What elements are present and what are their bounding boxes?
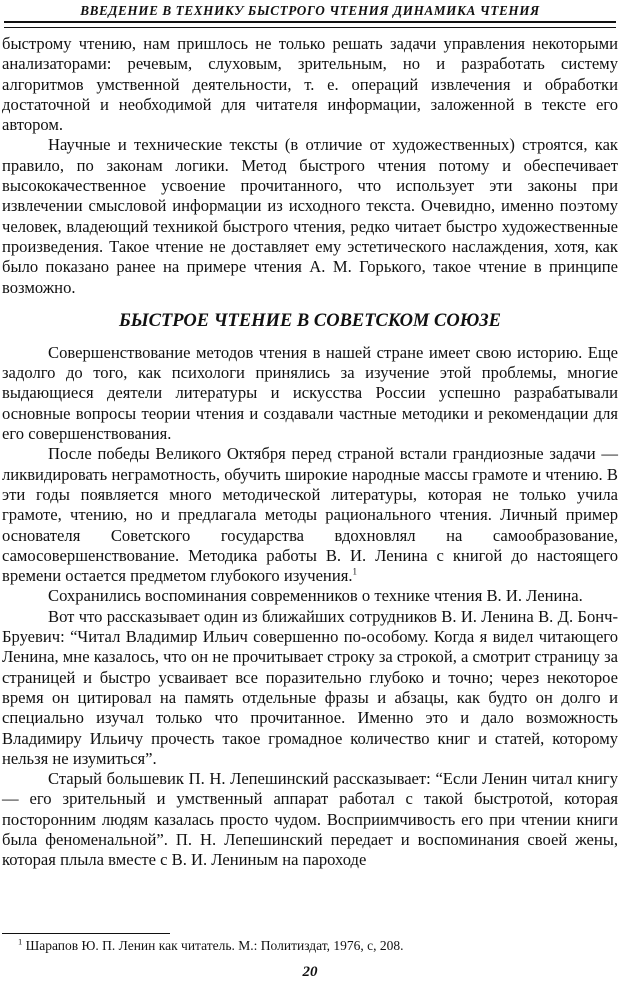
paragraph-3: Совершенствование методов чтения в нашей стране имеет свою историю. Еще задолго до того, как психологи принялись за изучение этой проблемы, многие выдающиеся деятели литературы и искусства России успешно разрабатывали основные вопросы теории чтения и создавали частные методики и рекомендации для его совершенствования. [2, 342, 618, 444]
paragraph-6: Вот что рассказывает один из ближайших сотрудников В. И. Ленина В. Д. Бонч-Бруевич: “Читал Владимир Ильич совершенно по-особому. Когда я видел читающего Ленина, мне казалось, что он не прочитывает строку за строкой, а смотрит страницу за страницей и быстро усваивает все поразительно глубоко и точно; через некоторое время он цитировал на память отдельные фразы и абзацы, как будто он долго и специально изучал только что прочитанное. Именно это и дало возможность Владимиру Ильичу прочесть такое громадное количество книг и статей, которому нельзя не изумиться”. [2, 606, 618, 768]
footnote [18, 937, 404, 954]
paragraph-7: Старый большевик П. Н. Лепешинский рассказывает: “Если Ленин читал книгу — его зрительный и умственный аппарат работал с такой быстротой, которая посторонним людям казалась просто чудом. Восприимчивость его при чтении книги была феноменальной”. П. Н. Лепешинский передает и воспоминания своей жены, которая плыла вместе с В. И. Лениным на пароходе [2, 769, 618, 870]
footnote-text: Шарапов Ю. П. Ленин как читатель. М.: Политиздат, 1976, с, 208. [25, 938, 404, 953]
footnote-reference[interactable]: 1 [352, 566, 357, 577]
paragraph-1: быстрому чтению, нам пришлось не только решать задачи управления некоторыми анализаторами: речевым, слуховым, зрительным, но и разработать систему алгоритмов умственной деятельности, т. е. операций извлечения и обработки достаточной и необходимой для читателя информации, заложенной в тексте его автором. [2, 34, 618, 135]
footnote-mark: 1 [18, 936, 23, 947]
paragraph-2: Научные и технические тексты (в отличие от художественных) строятся, как правило, по законам логики. Метод быстрого чтения потому и обеспечивает высококачественное усвоение прочитанного, что использует эти законы при извлечении смысловой информации из исходного текста. Очевидно, именно поэтому человек, владеющий техникой быстрого чтения, редко читает быстро художественные произведения. Такое чтение не доставляет ему эстетического наслаждения, хотя, как было показано ранее на примере чтения А. М. Горького, такое чтение в принципе возможно. [2, 135, 618, 297]
paragraph-5: Сохранились воспоминания современников о технике чтения В. И. Ленина. [48, 586, 583, 606]
header-rule [4, 21, 616, 28]
page-number: 20 [302, 964, 318, 980]
section-title: БЫСТРОЕ ЧТЕНИЕ В СОВЕТСКОМ СОЮЗЕ [118, 310, 501, 331]
running-header: ВВЕДЕНИЕ В ТЕХНИКУ БЫСТРОГО ЧТЕНИЯ ДИНАМИКА ЧТЕНИЯ [80, 3, 540, 18]
paragraph-4-text: После победы Великого Октября перед страной встали грандиозные задачи — ликвидировать неграмотность, обучить широкие народные массы грамоте и чтению. В эти годы появляется много методической литературы, которая не только учила грамоте, чтению, но и предлагала методы рационального чтения. Личный пример основателя Советского государства вдохновлял на самообразование, самосовершенствование. Методика работы В. И. Ленина с книгой до настоящего времени остается предметом глубокого изучения. [2, 444, 618, 586]
paragraph-4 [2, 444, 618, 586]
footnote-rule [2, 933, 170, 934]
body-text [2, 34, 618, 871]
